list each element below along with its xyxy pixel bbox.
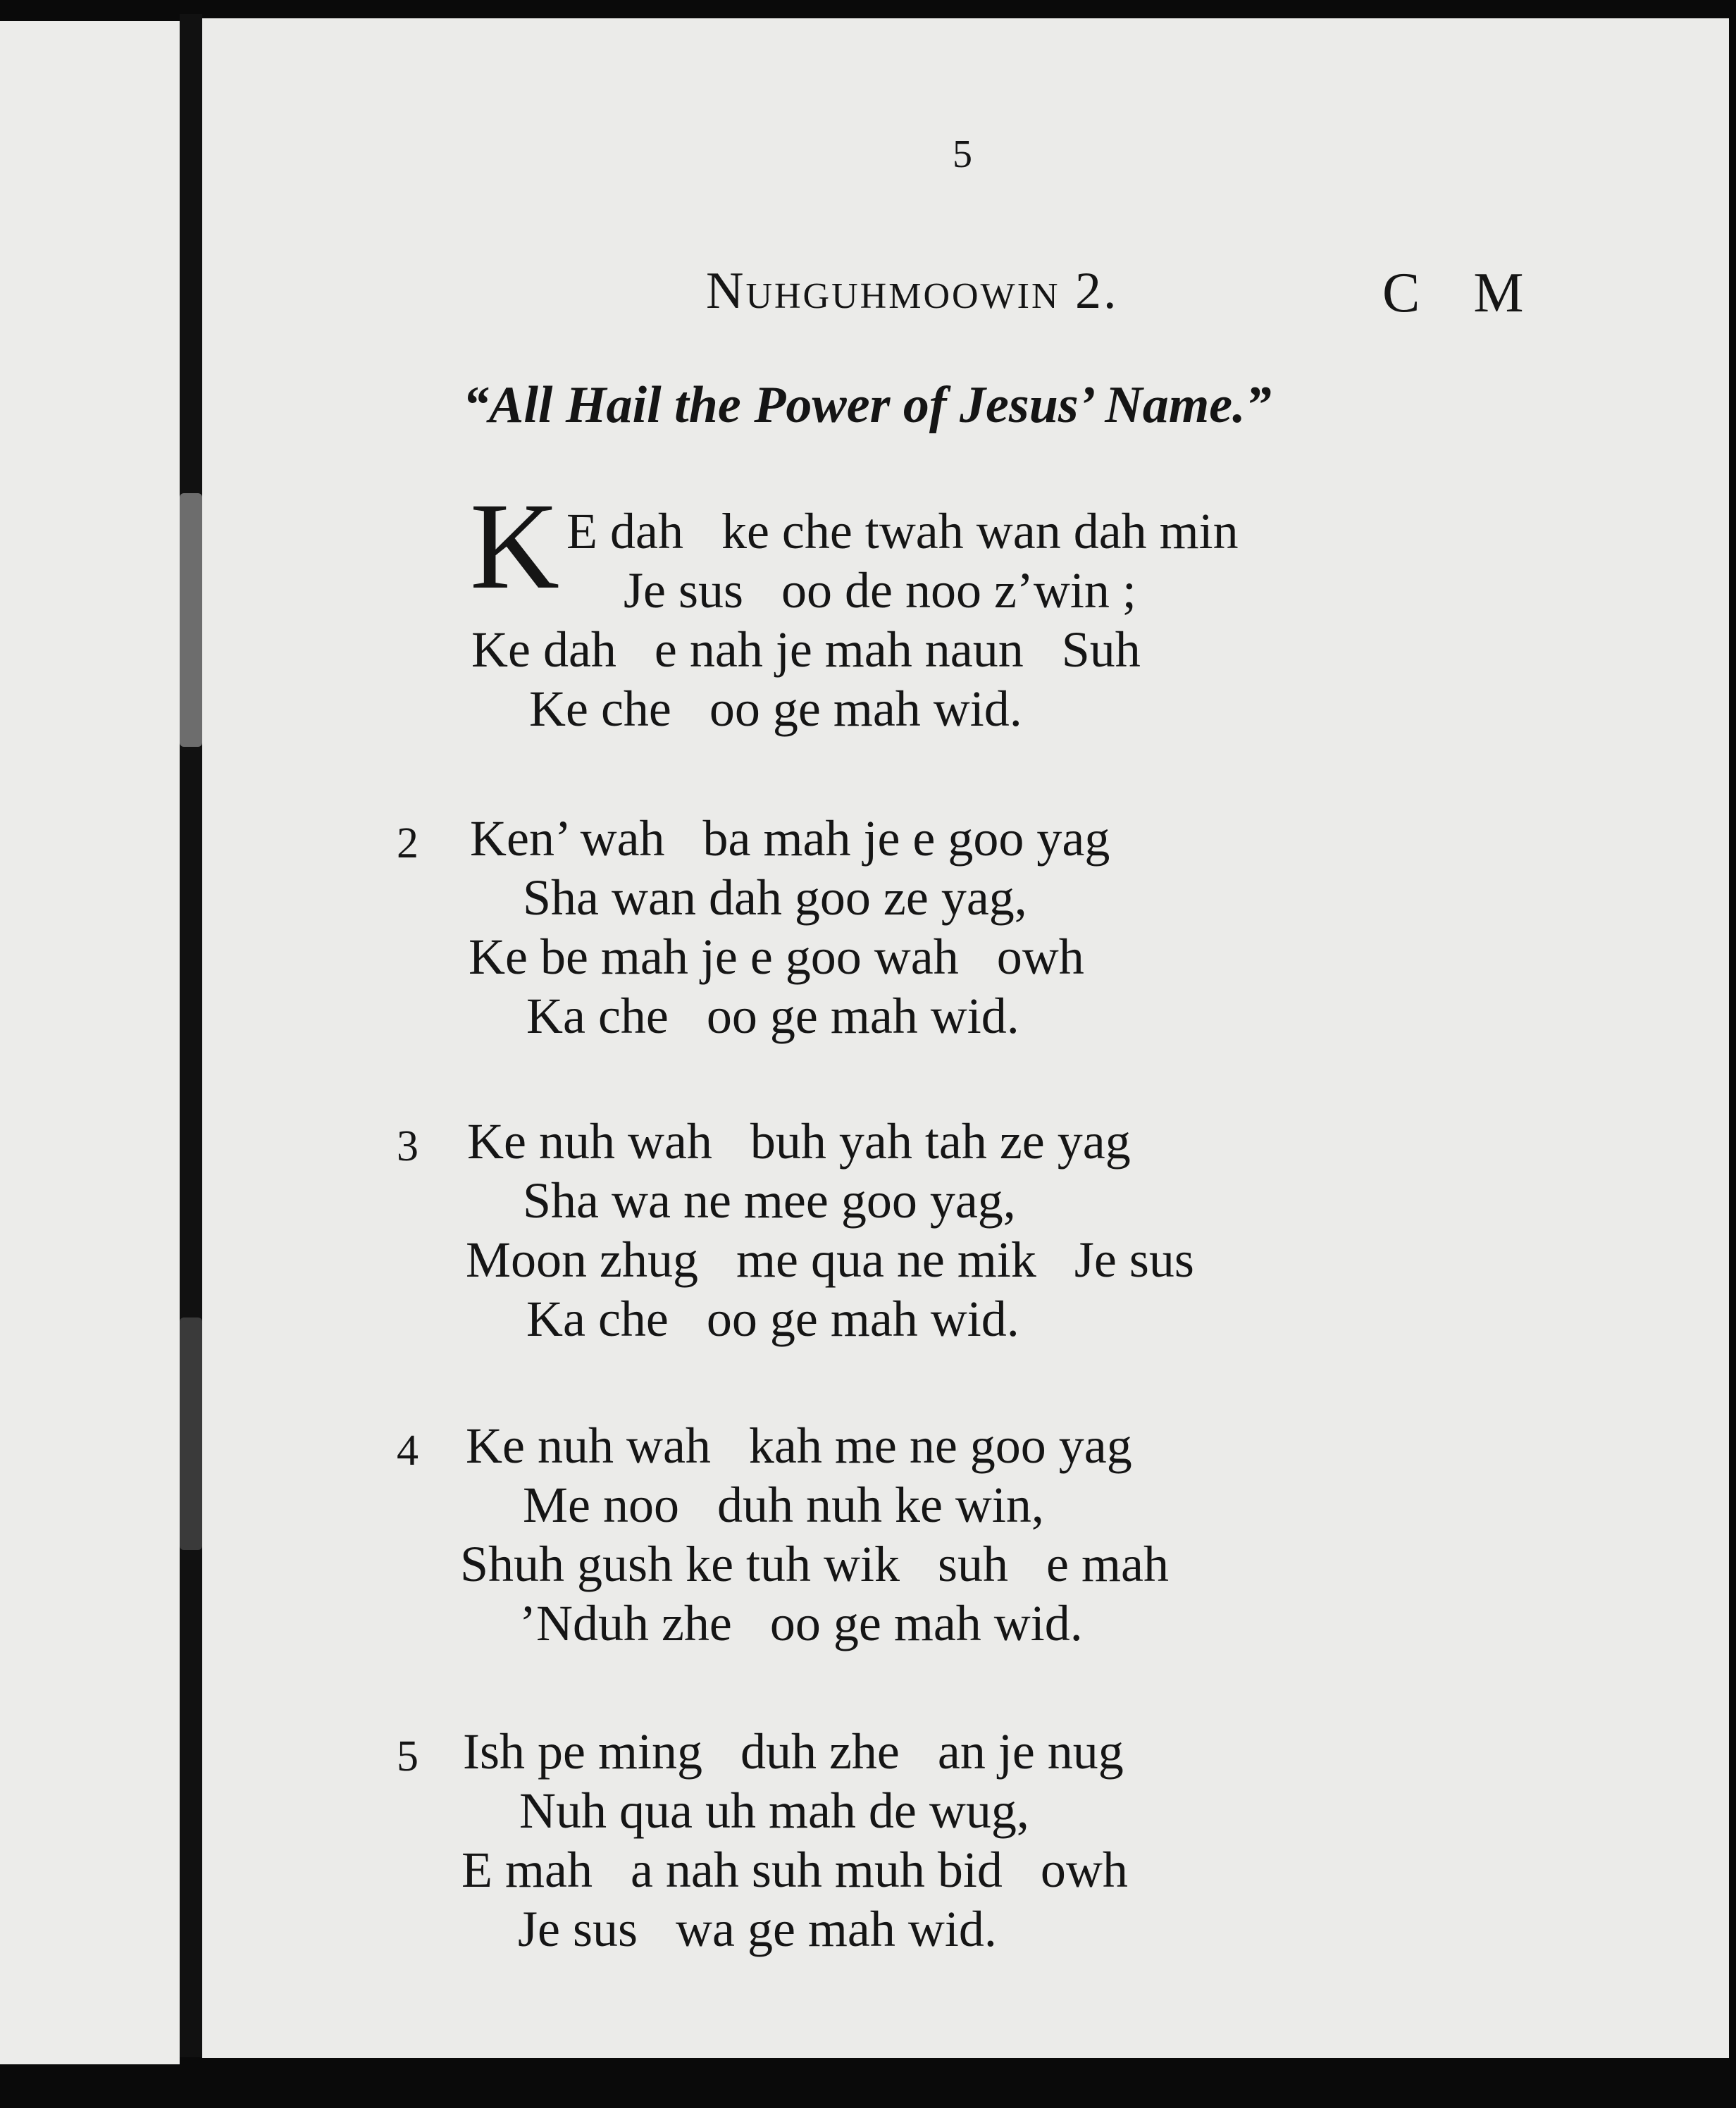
verse-line: E dah ke che twah wan dah min (566, 503, 1239, 559)
verse-line: Ken’ wah ba mah je e goo yag (470, 810, 1110, 867)
verse-line: Shuh gush ke tuh wik suh e mah (460, 1536, 1169, 1592)
facing-page-edge (0, 21, 180, 2064)
verse-line: Ke che oo ge mah wid. (529, 681, 1022, 737)
verse-line: Moon zhug me qua ne mik Je sus (466, 1232, 1194, 1288)
verse-line: Ka che oo ge mah wid. (526, 988, 1019, 1044)
verse-line: Ke nuh wah kah me ne goo yag (466, 1418, 1132, 1474)
spine-binding-tab (180, 493, 202, 747)
hymn-page (202, 18, 1729, 2058)
verse-line: Ke nuh wah buh yah tah ze yag (467, 1113, 1131, 1170)
verse-line: Ish pe ming duh zhe an je nug (463, 1723, 1124, 1780)
page-number: 5 (953, 132, 972, 176)
verse-line: Sha wan dah goo ze yag, (523, 869, 1027, 926)
verse-number: 5 (397, 1732, 418, 1780)
hymn-meter: C M (1382, 262, 1544, 324)
verse-line: Ke dah e nah je mah naun Suh (471, 621, 1141, 678)
verse-line: Nuh qua uh mah de wug, (519, 1782, 1029, 1839)
verse-number: 3 (397, 1122, 418, 1170)
verse-line: E mah a nah suh muh bid owh (461, 1842, 1128, 1898)
verse-line: Je sus wa ge mah wid. (518, 1901, 997, 1957)
verse-line: Ka che oo ge mah wid. (526, 1291, 1019, 1347)
verse-number: 2 (397, 819, 418, 867)
verse-line: Sha wa ne mee goo yag, (523, 1172, 1016, 1229)
verse-line: Je sus oo de noo z’win ; (624, 562, 1136, 619)
spine-binding-tab (180, 1318, 202, 1550)
hymn-subtitle: “All Hail the Power of Jesus’ Name.” (463, 376, 1272, 434)
verse-line: Me noo duh nuh ke win, (523, 1477, 1044, 1533)
verse-line: Ke be mah je e goo wah owh (469, 929, 1084, 985)
drop-cap: K (470, 478, 560, 615)
hymn-heading: Nuhguhmoowin 2. (706, 262, 1119, 320)
verse-number: 4 (397, 1427, 418, 1475)
book-spine (180, 14, 202, 2057)
verse-line: ’Nduh zhe oo ge mah wid. (519, 1595, 1083, 1651)
